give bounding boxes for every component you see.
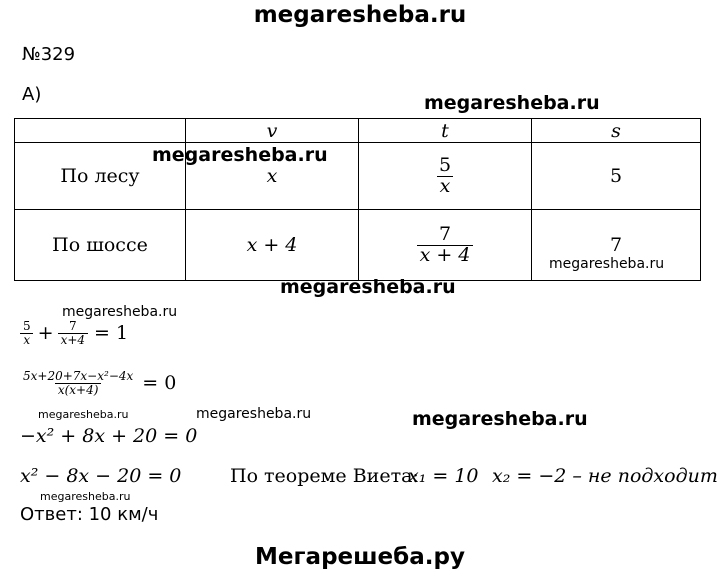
time-fraction xyxy=(417,222,474,266)
watermark: megaresheba.ru xyxy=(280,276,456,298)
site-footer: Мегарешеба.ру xyxy=(255,544,465,570)
equation-rhs: = 0 xyxy=(142,372,177,395)
time-fraction xyxy=(436,153,454,197)
fraction-denominator: x xyxy=(437,176,454,197)
header-cell-empty xyxy=(15,119,186,143)
answer: Ответ: 10 км/ч xyxy=(20,504,159,525)
fraction xyxy=(58,320,88,346)
equation-rhs: = 1 xyxy=(94,322,129,345)
plus-sign: + xyxy=(37,322,54,345)
watermark: megaresheba.ru xyxy=(152,144,328,166)
fraction-denominator: x+4 xyxy=(58,333,88,347)
equation-3: −x² + 8x + 20 = 0 xyxy=(20,425,198,447)
fraction-denominator: x xyxy=(20,333,33,347)
header-cell-distance: s xyxy=(532,119,701,143)
watermark: megaresheba.ru xyxy=(549,256,665,272)
fraction-numerator: 7 xyxy=(68,319,77,333)
watermark: megaresheba.ru xyxy=(38,408,129,421)
fraction-numerator: 5 xyxy=(23,319,31,333)
cell-velocity: x + 4 xyxy=(186,210,359,281)
row-label: По шоссе xyxy=(15,210,186,281)
equation-1 xyxy=(20,320,128,346)
fraction-denominator: x + 4 xyxy=(417,245,474,266)
row-label: По лесу xyxy=(15,143,186,210)
watermark: megaresheba.ru xyxy=(62,304,178,320)
cell-time xyxy=(359,143,532,210)
problem-part: А) xyxy=(22,84,42,105)
watermark: megaresheba.ru xyxy=(412,408,588,430)
watermark: megaresheba.ru xyxy=(196,406,312,422)
fraction-denominator: x(x+4) xyxy=(55,383,102,397)
site-header: megaresheba.ru xyxy=(253,2,467,28)
problem-number: №329 xyxy=(22,44,76,65)
vieta-label: По теореме Виета: xyxy=(230,465,419,487)
fraction xyxy=(20,320,34,346)
fraction-numerator: 5x+20+7x−x²−4x xyxy=(23,369,134,383)
cell-time xyxy=(359,210,532,281)
equation-4: x² − 8x − 20 = 0 xyxy=(20,465,182,487)
fraction xyxy=(20,370,136,396)
equation-2 xyxy=(20,370,176,396)
fraction-numerator: 5 xyxy=(438,153,452,176)
header-cell-velocity: v xyxy=(186,119,359,143)
cell-distance: 7 xyxy=(532,210,701,281)
fraction-numerator: 7 xyxy=(438,222,452,245)
watermark: megaresheba.ru xyxy=(424,92,600,114)
table-row xyxy=(15,143,701,210)
root-2: x₂ = −2 – не подходит xyxy=(492,465,718,487)
watermark: megaresheba.ru xyxy=(40,490,131,503)
cell-velocity: x xyxy=(186,143,359,210)
cell-distance: 5 xyxy=(532,143,701,210)
table-header-row xyxy=(15,119,701,143)
header-cell-time: t xyxy=(359,119,532,143)
root-1: x₁ = 10 xyxy=(408,465,479,487)
